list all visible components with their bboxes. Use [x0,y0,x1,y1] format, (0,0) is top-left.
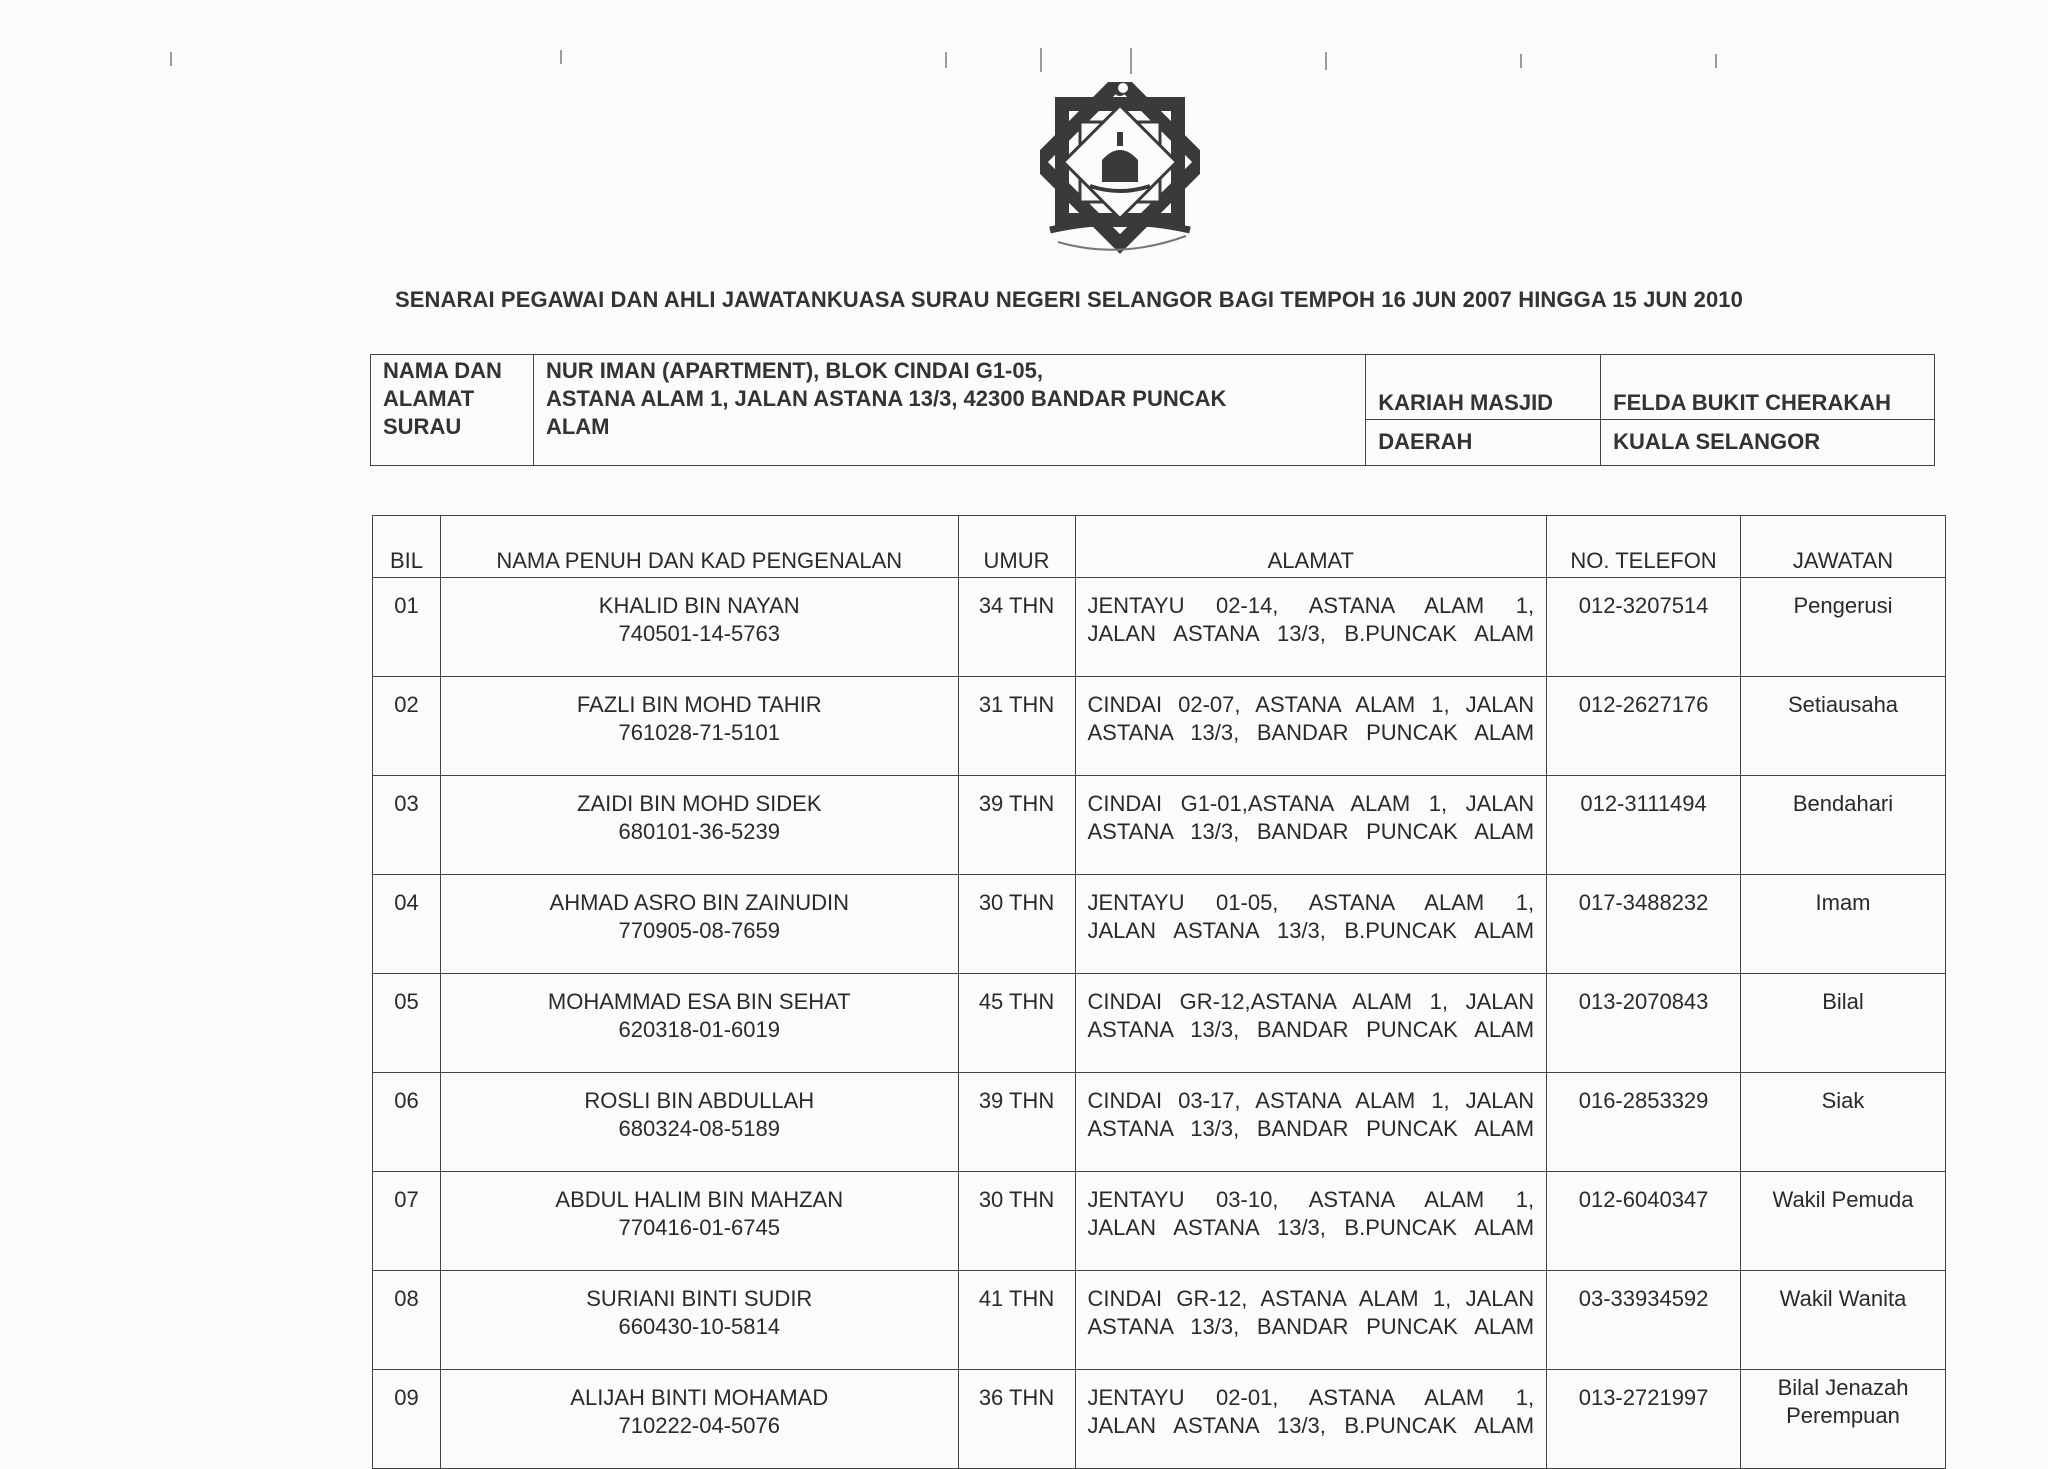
member-name: AHMAD ASRO BIN ZAINUDIN [549,890,849,915]
table-row [373,1073,1946,1172]
cell-bil: 02 [373,677,441,776]
address-line-2: JALAN ASTANA 13/3, B.PUNCAK ALAM [1087,1215,1535,1240]
address-line-2: JALAN ASTANA 13/3, B.PUNCAK ALAM [1087,918,1535,943]
address-line-1: CINDAI GR-12,ASTANA ALAM 1, JALAN [1087,989,1535,1014]
member-name: ALIJAH BINTI MOHAMAD [570,1385,829,1410]
address-line-1: JENTAYU 02-14, ASTANA ALAM 1, [1087,593,1535,618]
cell-nama [440,875,958,974]
cell-jawatan: Wakil Wanita [1741,1271,1946,1370]
table-row [373,1370,1946,1469]
header-umur: UMUR [958,516,1075,578]
cell-umur: 45 THN [958,974,1075,1073]
address-line-1: JENTAYU 01-05, ASTANA ALAM 1, [1087,890,1535,915]
member-ic: 761028-71-5101 [618,720,780,745]
cell-umur: 39 THN [958,1073,1075,1172]
cell-nama [440,578,958,677]
scan-artifact [1130,48,1132,74]
cell-bil: 06 [373,1073,441,1172]
address-line-2: ASTANA 13/3, BANDAR PUNCAK ALAM [1087,1314,1535,1339]
cell-umur: 30 THN [958,875,1075,974]
member-ic: 740501-14-5763 [618,621,780,646]
committee-members-table [372,515,1946,1469]
surau-name-address-label [371,355,534,466]
cell-alamat [1075,1271,1547,1370]
table-header-row [373,516,1946,578]
cell-bil: 08 [373,1271,441,1370]
member-ic: 660430-10-5814 [618,1314,780,1339]
scan-artifact [170,52,172,66]
member-name: SURIANI BINTI SUDIR [586,1286,813,1311]
majlis-agama-islam-selangor-emblem-icon [1040,82,1200,257]
cell-alamat [1075,1172,1547,1271]
scan-artifact [1715,54,1717,68]
address-line-1: CINDAI G1-01,ASTANA ALAM 1, JALAN [1087,791,1535,816]
cell-bil: 09 [373,1370,441,1469]
cell-bil: 01 [373,578,441,677]
cell-nama [440,677,958,776]
cell-nama [440,1073,958,1172]
cell-jawatan: Bilal [1741,974,1946,1073]
daerah-value: KUALA SELANGOR [1601,419,1935,465]
cell-jawatan: Bendahari [1741,776,1946,875]
cell-umur: 41 THN [958,1271,1075,1370]
member-name: KHALID BIN NAYAN [598,593,800,618]
table-row [373,1172,1946,1271]
cell-alamat [1075,1073,1547,1172]
address-line-2: ASTANA 13/3, BANDAR PUNCAK ALAM [1087,819,1535,844]
table-row [373,776,1946,875]
scan-artifact [1040,48,1042,72]
surau-info-table [370,354,1935,466]
cell-nama [440,1271,958,1370]
address-line-1: CINDAI 03-17, ASTANA ALAM 1, JALAN [1087,1088,1535,1113]
member-name: FAZLI BIN MOHD TAHIR [576,692,822,717]
address-line-2: JALAN ASTANA 13/3, B.PUNCAK ALAM [1087,621,1535,646]
scan-artifact [1325,52,1327,70]
surau-address [533,355,1365,466]
cell-jawatan: Imam [1741,875,1946,974]
cell-alamat [1075,776,1547,875]
cell-alamat [1075,974,1547,1073]
scan-artifact [560,50,562,64]
header-nama: NAMA PENUH DAN KAD PENGENALAN [440,516,958,578]
kariah-masjid-value: FELDA BUKIT CHERAKAH [1601,355,1935,420]
cell-umur: 31 THN [958,677,1075,776]
address-line-2: ASTANA 13/3, BANDAR PUNCAK ALAM [1087,1116,1535,1141]
member-ic: 680101-36-5239 [618,819,780,844]
scan-artifact [1520,54,1522,68]
cell-telefon: 012-2627176 [1547,677,1741,776]
cell-jawatan: Bilal Jenazah Perempuan [1741,1370,1946,1469]
cell-bil: 05 [373,974,441,1073]
cell-telefon: 017-3488232 [1547,875,1741,974]
member-name: ZAIDI BIN MOHD SIDEK [577,791,822,816]
address-line: ALAM [545,414,610,439]
cell-nama [440,1172,958,1271]
cell-alamat [1075,875,1547,974]
document-title: SENARAI PEGAWAI DAN AHLI JAWATANKUASA SURAU NEGERI SELANGOR BAGI TEMPOH 16 JUN 2007 HINGGA 15 JUN 2010 [395,287,1743,312]
member-name: ROSLI BIN ABDULLAH [584,1088,815,1113]
cell-nama [440,1370,958,1469]
header-jawatan: JAWATAN [1741,516,1946,578]
address-line: ASTANA ALAM 1, JALAN ASTANA 13/3, 42300 BANDAR PUNCAK [545,386,1227,411]
cell-telefon: 016-2853329 [1547,1073,1741,1172]
address-line-2: JALAN ASTANA 13/3, B.PUNCAK ALAM [1087,1413,1535,1438]
table-row [373,974,1946,1073]
label-line: ALAMAT [383,386,475,411]
cell-umur: 39 THN [958,776,1075,875]
table-row [373,677,1946,776]
table-row [373,578,1946,677]
header-telefon: NO. TELEFON [1547,516,1741,578]
member-ic: 770416-01-6745 [618,1215,780,1240]
cell-umur: 30 THN [958,1172,1075,1271]
member-name: MOHAMMAD ESA BIN SEHAT [547,989,851,1014]
cell-bil: 07 [373,1172,441,1271]
address-line-2: ASTANA 13/3, BANDAR PUNCAK ALAM [1087,1017,1535,1042]
address-line-1: JENTAYU 02-01, ASTANA ALAM 1, [1087,1385,1535,1410]
cell-jawatan: Setiausaha [1741,677,1946,776]
cell-telefon: 012-3111494 [1547,776,1741,875]
cell-jawatan: Siak [1741,1073,1946,1172]
cell-nama [440,776,958,875]
label-line: NAMA DAN [383,358,502,383]
member-ic: 710222-04-5076 [618,1413,780,1438]
table-row [373,1271,1946,1370]
cell-telefon: 03-33934592 [1547,1271,1741,1370]
cell-alamat [1075,1370,1547,1469]
cell-jawatan: Pengerusi [1741,578,1946,677]
cell-telefon: 012-3207514 [1547,578,1741,677]
member-name: ABDUL HALIM BIN MAHZAN [555,1187,844,1212]
cell-umur: 34 THN [958,578,1075,677]
cell-bil: 04 [373,875,441,974]
scan-artifact [945,52,947,68]
member-ic: 680324-08-5189 [618,1116,780,1141]
header-alamat: ALAMAT [1075,516,1547,578]
cell-nama [440,974,958,1073]
address-line-1: CINDAI GR-12, ASTANA ALAM 1, JALAN [1087,1286,1535,1311]
cell-bil: 03 [373,776,441,875]
address-line-1: JENTAYU 03-10, ASTANA ALAM 1, [1087,1187,1535,1212]
table-row [373,875,1946,974]
cell-alamat [1075,677,1547,776]
address-line-2: ASTANA 13/3, BANDAR PUNCAK ALAM [1087,720,1535,745]
cell-telefon: 012-6040347 [1547,1172,1741,1271]
cell-jawatan: Wakil Pemuda [1741,1172,1946,1271]
header-bil: BIL [373,516,441,578]
member-ic: 770905-08-7659 [618,918,780,943]
daerah-label: DAERAH [1366,419,1601,465]
address-line: NUR IMAN (APARTMENT), BLOK CINDAI G1-05, [545,358,1043,383]
cell-telefon: 013-2721997 [1547,1370,1741,1469]
label-line: SURAU [383,414,462,439]
cell-alamat [1075,578,1547,677]
cell-umur: 36 THN [958,1370,1075,1469]
address-line-1: CINDAI 02-07, ASTANA ALAM 1, JALAN [1087,692,1535,717]
cell-telefon: 013-2070843 [1547,974,1741,1073]
kariah-masjid-label: KARIAH MASJID [1366,355,1601,420]
member-ic: 620318-01-6019 [618,1017,780,1042]
